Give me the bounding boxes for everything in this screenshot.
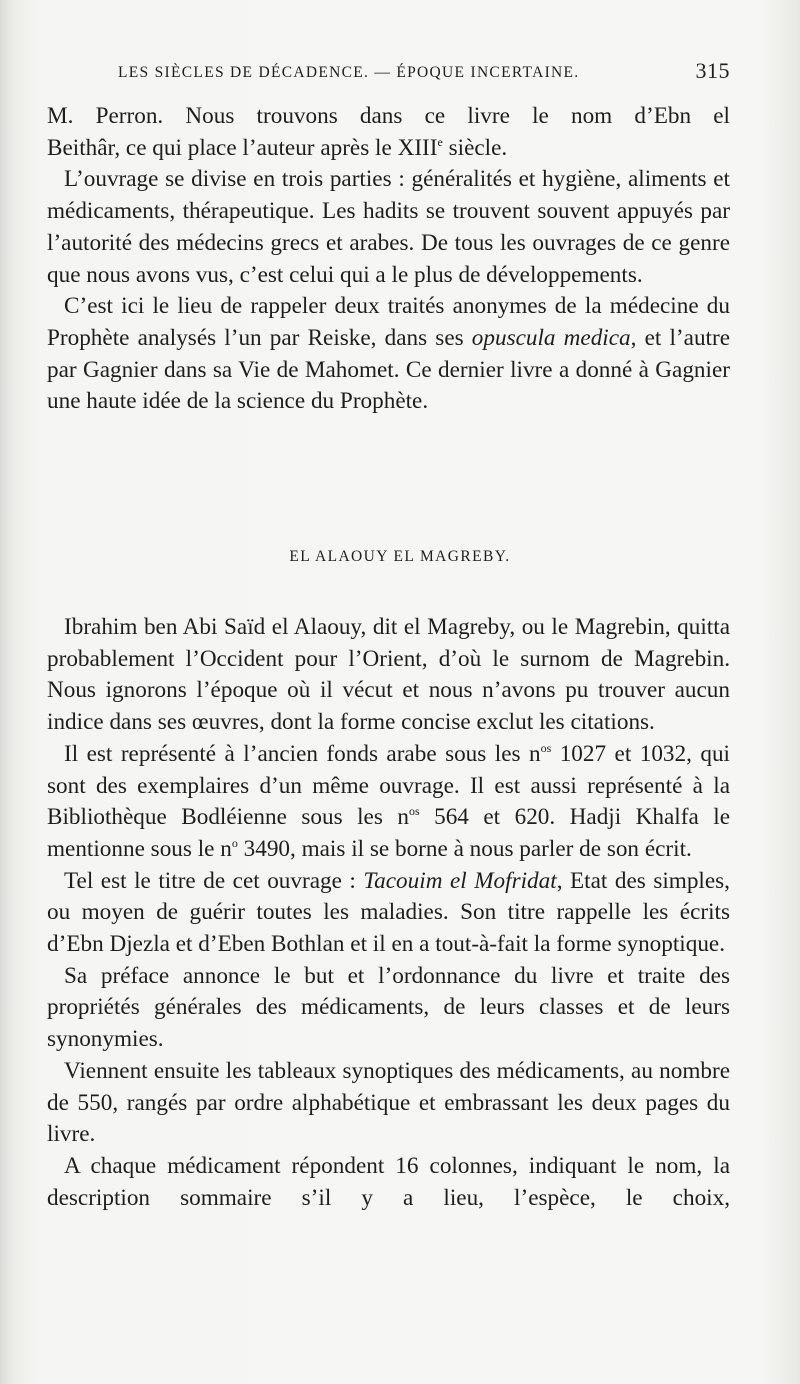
paragraph-titre xyxy=(47,866,730,961)
section-bottom-text xyxy=(47,612,730,1214)
paragraph-represente xyxy=(47,739,730,866)
superscript: os xyxy=(408,804,420,819)
paragraph-continuation xyxy=(47,101,730,133)
italic-title: opuscula medica xyxy=(471,324,631,351)
paragraph-continuation-end xyxy=(47,133,730,165)
running-title: LES SIÈCLES DE DÉCADENCE. — ÉPOQUE INCERTAINE. xyxy=(118,64,580,81)
superscript: os xyxy=(540,740,552,755)
paragraph-line: Beithâr, ce qui place l’auteur après le XIII xyxy=(47,134,438,161)
text-run: Tel est le titre de cet ouvrage : xyxy=(64,867,364,894)
text-run: 3490, mais il se borne à nous parler de son écrit. xyxy=(237,835,692,862)
paragraph-colonnes: A chaque médicament répondent 16 colonnes, indiquant le nom, la description sommaire s’il y a lieu, l’espèce, le choix, xyxy=(47,1152,730,1211)
text-run: 1027 et 1032, qui sont des exemplaires d’un même ouvrage. Il est aussi représenté à la Bibliothèque Bodléienne sous les n xyxy=(47,740,730,831)
text-run: , Etat des simples, ou moyen de guérir toutes les maladies. Son titre rappelle les écrits d’Ebn Djezla et d’Eben Bothlan et il en a tout-à-fait la forme synoptique. xyxy=(47,867,730,958)
text-run: Il est représenté à l’ancien fonds arabe sous les n xyxy=(64,740,541,767)
page-number: 315 xyxy=(695,58,730,83)
text-run: C’est ici le lieu de rappeler deux traités anonymes de la médecine du Prophète analysés l’un par Reiske, dans ses xyxy=(47,293,730,351)
running-head xyxy=(118,58,730,88)
paragraph-preface: Sa préface annonce le but et l’ordonnance du livre et traite des propriétés générales des médicaments, de leurs classes et de leurs synonymies. xyxy=(47,962,730,1053)
italic-title: Tacouim el Mofridat xyxy=(363,867,557,894)
section-heading: EL ALAOUY EL MAGREBY. xyxy=(289,548,511,565)
section-top-text xyxy=(47,101,730,418)
paragraph-ouvrage: L’ouvrage se divise en trois parties : généralités et hygiène, aliments et médicaments, thérapeutique. Les hadits se trouvent souvent appuyés par l’autorité des médecins grecs et arabes. De tous les ouvrages de ce genre que nous avons vus, c’est celui qui a le plus de développements. xyxy=(47,166,730,288)
superscript: o xyxy=(231,835,238,850)
paragraph-line: M. Perron. Nous trouvons dans ce livre le nom d’Ebn el xyxy=(47,103,730,129)
paragraph-line: siècle. xyxy=(442,134,508,161)
text-run: 564 et 620. Hadji Khalfa le mentionne sous le n xyxy=(47,804,730,862)
superscript: e xyxy=(437,134,443,149)
paragraph-tableaux: Viennent ensuite les tableaux synoptiques des médicaments, au nombre de 550, rangés par ordre alphabétique et embrassant les deux pages du livre. xyxy=(47,1057,730,1148)
paragraph-traites xyxy=(47,291,730,418)
text-run: , et l’autre par Gagnier dans sa Vie de Mahomet. Ce dernier livre a donné à Gagnier une haute idée de la science du Prophète. xyxy=(47,324,730,415)
paragraph-ibrahim: Ibrahim ben Abi Saïd el Alaouy, dit el Magreby, ou le Magrebin, quitta probablement l’Occident pour l’Orient, d’où le surnom de Magrebin. Nous ignorons l’époque où il vécut et nous n’avons pu trouver aucun indice dans ses œuvres, dont la forme concise exclut les citations. xyxy=(47,614,730,736)
